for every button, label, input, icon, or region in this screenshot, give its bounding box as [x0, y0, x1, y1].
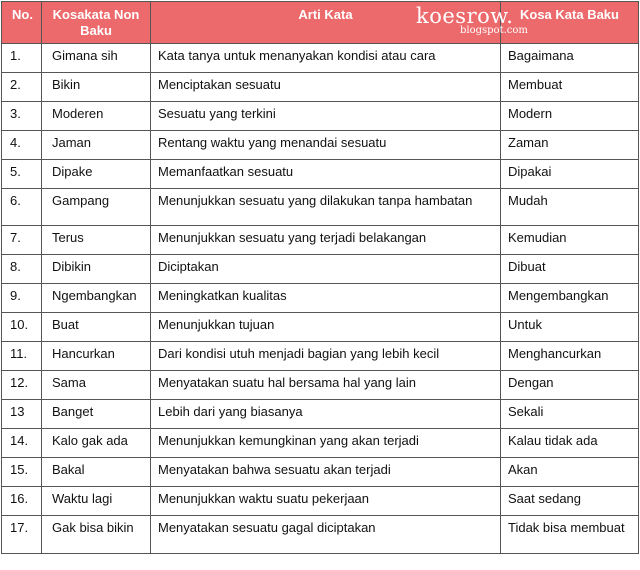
table-row [2, 313, 639, 342]
cell-no: 16. [2, 487, 42, 516]
cell-kosa-kata-baku: Untuk [501, 313, 639, 342]
cell-no: 11. [2, 342, 42, 371]
cell-arti-kata: Menyatakan sesuatu gagal diciptakan [151, 516, 501, 554]
cell-arti-kata: Menunjukkan sesuatu yang terjadi belakangan [151, 226, 501, 255]
cell-non-baku: Bakal [42, 458, 151, 487]
cell-no: 6. [2, 189, 42, 226]
cell-arti-kata: Memanfaatkan sesuatu [151, 160, 501, 189]
cell-arti-kata: Menunjukkan waktu suatu pekerjaan [151, 487, 501, 516]
watermark-sub: blogspot.com [460, 25, 528, 36]
cell-kosa-kata-baku: Dibuat [501, 255, 639, 284]
cell-arti-kata: Menyatakan suatu hal bersama hal yang lain [151, 371, 501, 400]
cell-kosa-kata-baku: Dipakai [501, 160, 639, 189]
cell-no: 17. [2, 516, 42, 554]
cell-non-baku: Bikin [42, 73, 151, 102]
cell-no: 7. [2, 226, 42, 255]
cell-non-baku: Banget [42, 400, 151, 429]
cell-no: 9. [2, 284, 42, 313]
cell-no: 10. [2, 313, 42, 342]
cell-arti-kata: Menunjukkan kemungkinan yang akan terjadi [151, 429, 501, 458]
cell-kosa-kata-baku: Zaman [501, 131, 639, 160]
cell-arti-kata: Lebih dari yang biasanya [151, 400, 501, 429]
table-row [2, 342, 639, 371]
cell-non-baku: Terus [42, 226, 151, 255]
table-row [2, 255, 639, 284]
cell-kosa-kata-baku: Kemudian [501, 226, 639, 255]
cell-non-baku: Ngembangkan [42, 284, 151, 313]
cell-non-baku: Buat [42, 313, 151, 342]
cell-no: 14. [2, 429, 42, 458]
table-body [2, 44, 639, 554]
cell-non-baku: Hancurkan [42, 342, 151, 371]
cell-no: 5. [2, 160, 42, 189]
table-row [2, 226, 639, 255]
cell-arti-kata: Menunjukkan sesuatu yang dilakukan tanpa hambatan [151, 189, 501, 226]
cell-kosa-kata-baku: Membuat [501, 73, 639, 102]
cell-arti-kata: Menciptakan sesuatu [151, 73, 501, 102]
cell-arti-kata: Menunjukkan tujuan [151, 313, 501, 342]
cell-kosa-kata-baku: Dengan [501, 371, 639, 400]
table-row [2, 516, 639, 554]
cell-non-baku: Sama [42, 371, 151, 400]
cell-no: 12. [2, 371, 42, 400]
cell-kosa-kata-baku: Saat sedang [501, 487, 639, 516]
table-row [2, 160, 639, 189]
cell-non-baku: Waktu lagi [42, 487, 151, 516]
cell-arti-kata: Sesuatu yang terkini [151, 102, 501, 131]
table-row [2, 102, 639, 131]
cell-no: 15. [2, 458, 42, 487]
header-no: No. [2, 2, 42, 44]
cell-no: 2. [2, 73, 42, 102]
cell-no: 4. [2, 131, 42, 160]
cell-non-baku: Gak bisa bikin [42, 516, 151, 554]
table-row [2, 131, 639, 160]
cell-kosa-kata-baku: Mengembangkan [501, 284, 639, 313]
cell-arti-kata: Diciptakan [151, 255, 501, 284]
cell-non-baku: Moderen [42, 102, 151, 131]
cell-kosa-kata-baku: Menghancurkan [501, 342, 639, 371]
cell-non-baku: Kalo gak ada [42, 429, 151, 458]
cell-no: 8. [2, 255, 42, 284]
cell-kosa-kata-baku: Sekali [501, 400, 639, 429]
cell-non-baku: Jaman [42, 131, 151, 160]
vocabulary-table [1, 1, 639, 554]
table-row [2, 371, 639, 400]
cell-arti-kata: Meningkatkan kualitas [151, 284, 501, 313]
cell-arti-kata: Kata tanya untuk menanyakan kondisi atau cara [151, 44, 501, 73]
cell-arti-kata: Rentang waktu yang menandai sesuatu [151, 131, 501, 160]
cell-non-baku: Gimana sih [42, 44, 151, 73]
cell-non-baku: Gampang [42, 189, 151, 226]
table-row [2, 44, 639, 73]
header-non-baku: Kosakata Non Baku [42, 2, 151, 44]
cell-no: 13 [2, 400, 42, 429]
cell-non-baku: Dipake [42, 160, 151, 189]
cell-kosa-kata-baku: Bagaimana [501, 44, 639, 73]
cell-kosa-kata-baku: Kalau tidak ada [501, 429, 639, 458]
table-row [2, 487, 639, 516]
cell-kosa-kata-baku: Modern [501, 102, 639, 131]
table-header [2, 2, 639, 44]
table-row [2, 429, 639, 458]
table-row [2, 189, 639, 226]
header-arti-kata: Arti Kata [151, 2, 501, 44]
watermark-main: koesrow. [416, 4, 514, 28]
cell-kosa-kata-baku: Tidak bisa membuat [501, 516, 639, 554]
cell-kosa-kata-baku: Akan [501, 458, 639, 487]
cell-non-baku: Dibikin [42, 255, 151, 284]
cell-arti-kata: Dari kondisi utuh menjadi bagian yang lebih kecil [151, 342, 501, 371]
table-row [2, 400, 639, 429]
cell-no: 1. [2, 44, 42, 73]
cell-no: 3. [2, 102, 42, 131]
table-row [2, 284, 639, 313]
table-row [2, 458, 639, 487]
table-row [2, 73, 639, 102]
cell-arti-kata: Menyatakan bahwa sesuatu akan terjadi [151, 458, 501, 487]
header-kosa-kata-baku: Kosa Kata Baku [501, 2, 639, 44]
cell-kosa-kata-baku: Mudah [501, 189, 639, 226]
